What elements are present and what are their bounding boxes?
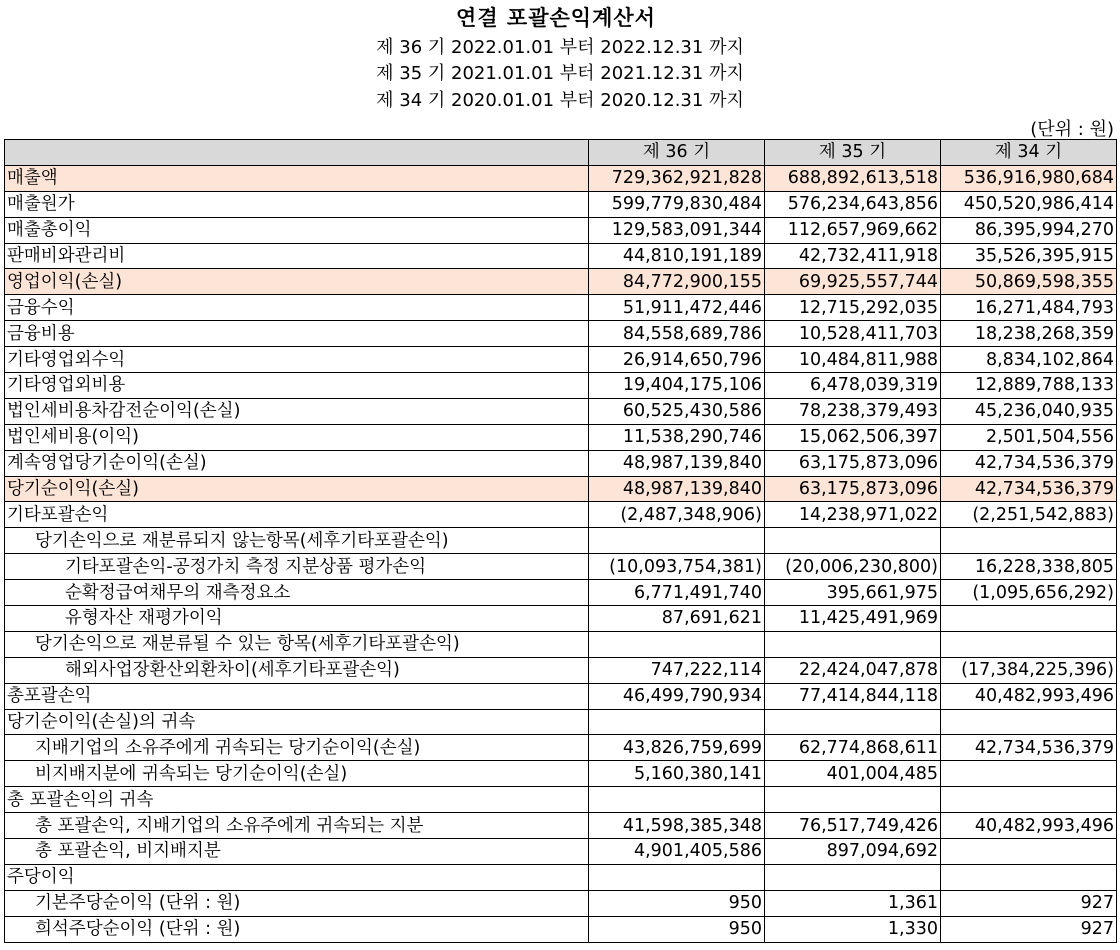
row-value: 62,774,868,611 [765,735,941,761]
row-value: 950 [589,916,765,942]
row-value: 6,771,491,740 [589,580,765,606]
row-value: 16,228,338,805 [941,554,1117,580]
row-value: 599,779,830,484 [589,191,765,217]
row-value: 15,062,506,397 [765,424,941,450]
row-value [941,709,1117,735]
table-row [5,890,1117,916]
row-value: 927 [941,916,1117,942]
row-label: 기타포괄손익-공정가치 측정 지분상품 평가손익 [5,554,589,580]
table-row [5,580,1117,606]
row-value [941,631,1117,657]
table-row [5,606,1117,632]
table-row [5,813,1117,839]
row-value [941,761,1117,787]
row-value [589,528,765,554]
row-value: 84,772,900,155 [589,269,765,295]
row-value: 45,236,040,935 [941,398,1117,424]
table-row [5,761,1117,787]
table-row [5,864,1117,890]
row-value: 576,234,643,856 [765,191,941,217]
row-value [765,709,941,735]
row-value [765,528,941,554]
row-label: 매출액 [5,165,589,191]
column-header-period-34: 제 34 기 [941,140,1117,166]
row-value: 11,425,491,969 [765,606,941,632]
table-row [5,839,1117,865]
row-value: 63,175,873,096 [765,450,941,476]
row-value: 42,734,536,379 [941,476,1117,502]
row-label: 총 포괄손익, 지배기업의 소유주에게 귀속되는 지분 [5,813,589,839]
row-label: 금융수익 [5,295,589,321]
row-value: 11,538,290,746 [589,424,765,450]
row-value: 395,661,975 [765,580,941,606]
row-value [941,839,1117,865]
row-value: 8,834,102,864 [941,347,1117,373]
row-value: 48,987,139,840 [589,476,765,502]
row-value: 46,499,790,934 [589,683,765,709]
row-value: 12,889,788,133 [941,373,1117,399]
row-label: 매출원가 [5,191,589,217]
column-header-account [5,140,589,166]
row-value: 401,004,485 [765,761,941,787]
row-label: 계속영업당기순이익(손실) [5,450,589,476]
row-value [765,787,941,813]
header-row [5,140,1117,166]
row-value [589,864,765,890]
row-value: 77,414,844,118 [765,683,941,709]
row-value: 22,424,047,878 [765,657,941,683]
row-value: 44,810,191,189 [589,243,765,269]
row-value [941,606,1117,632]
row-value: 450,520,986,414 [941,191,1117,217]
row-label: 총포괄손익 [5,683,589,709]
row-label: 당기순이익(손실)의 귀속 [5,709,589,735]
row-value: (10,093,754,381) [589,554,765,580]
table-row [5,554,1117,580]
row-value: (2,251,542,883) [941,502,1117,528]
table-row [5,321,1117,347]
table-row [5,373,1117,399]
row-value: 6,478,039,319 [765,373,941,399]
row-label: 비지배지분에 귀속되는 당기순이익(손실) [5,761,589,787]
table-row [5,295,1117,321]
row-value: 42,734,536,379 [941,450,1117,476]
row-value: 87,691,621 [589,606,765,632]
table-body [5,165,1117,942]
table-row [5,424,1117,450]
row-value [765,631,941,657]
table-row [5,916,1117,942]
period-line: 제 34 기 2020.01.01 부터 2020.12.31 까지 [376,90,744,111]
table-row [5,165,1117,191]
row-value: 12,715,292,035 [765,295,941,321]
row-value: 5,160,380,141 [589,761,765,787]
table-row [5,476,1117,502]
row-value [589,709,765,735]
row-value: 729,362,921,828 [589,165,765,191]
row-value: 112,657,969,662 [765,217,941,243]
row-label: 희석주당순이익 (단위 : 원) [5,916,589,942]
table-row [5,191,1117,217]
row-value: 40,482,993,496 [941,683,1117,709]
table-row [5,709,1117,735]
row-label: 주당이익 [5,864,589,890]
row-value: 10,528,411,703 [765,321,941,347]
row-value: 84,558,689,786 [589,321,765,347]
row-label: 당기손익으로 재분류되지 않는항목(세후기타포괄손익) [5,528,589,554]
row-value: (20,006,230,800) [765,554,941,580]
table-row [5,217,1117,243]
row-value: 41,598,385,348 [589,813,765,839]
row-value: (2,487,348,906) [589,502,765,528]
row-value: 2,501,504,556 [941,424,1117,450]
row-value: 4,901,405,586 [589,839,765,865]
row-value: 48,987,139,840 [589,450,765,476]
row-value: 60,525,430,586 [589,398,765,424]
row-value [765,864,941,890]
row-value: 42,734,536,379 [941,735,1117,761]
column-header-period-36: 제 36 기 [589,140,765,166]
row-value: 35,526,395,915 [941,243,1117,269]
period-line: 제 35 기 2021.01.01 부터 2021.12.31 까지 [376,63,744,84]
row-value: 14,238,971,022 [765,502,941,528]
row-value: 26,914,650,796 [589,347,765,373]
row-value: (17,384,225,396) [941,657,1117,683]
row-value: 10,484,811,988 [765,347,941,373]
table-row [5,787,1117,813]
row-value [589,631,765,657]
table-row [5,243,1117,269]
row-label: 총 포괄손익, 비지배지분 [5,839,589,865]
table-row [5,735,1117,761]
row-value: 536,916,980,684 [941,165,1117,191]
unit-label: (단위 : 원) [1030,119,1114,140]
row-value: 747,222,114 [589,657,765,683]
row-label: 당기손익으로 재분류될 수 있는 항목(세후기타포괄손익) [5,631,589,657]
table-row [5,502,1117,528]
row-value: 51,911,472,446 [589,295,765,321]
period-line: 제 36 기 2022.01.01 부터 2022.12.31 까지 [376,37,744,58]
row-value: 950 [589,890,765,916]
row-label: 영업이익(손실) [5,269,589,295]
row-label: 금융비용 [5,321,589,347]
row-label: 법인세비용차감전순이익(손실) [5,398,589,424]
row-value: 897,094,692 [765,839,941,865]
row-label: 당기순이익(손실) [5,476,589,502]
row-value [941,864,1117,890]
table-row [5,450,1117,476]
row-value: 43,826,759,699 [589,735,765,761]
column-header-period-35: 제 35 기 [765,140,941,166]
row-value: 50,869,598,355 [941,269,1117,295]
row-value: 86,395,994,270 [941,217,1117,243]
row-value: 129,583,091,344 [589,217,765,243]
table-row [5,528,1117,554]
row-label: 기타영업외비용 [5,373,589,399]
row-label: 해외사업장환산외환차이(세후기타포괄손익) [5,657,589,683]
row-value: (1,095,656,292) [941,580,1117,606]
income-statement-table [4,139,1117,943]
row-label: 유형자산 재평가이익 [5,606,589,632]
table-row [5,657,1117,683]
row-value: 40,482,993,496 [941,813,1117,839]
table-row [5,683,1117,709]
row-value: 63,175,873,096 [765,476,941,502]
row-label: 판매비와관리비 [5,243,589,269]
table-row [5,398,1117,424]
statement-title: 연결 포괄손익계산서 [456,6,656,30]
row-label: 지배기업의 소유주에게 귀속되는 당기순이익(손실) [5,735,589,761]
row-label: 기본주당순이익 (단위 : 원) [5,890,589,916]
row-value: 42,732,411,918 [765,243,941,269]
table-row [5,631,1117,657]
row-value [941,787,1117,813]
table-row [5,269,1117,295]
row-value: 688,892,613,518 [765,165,941,191]
row-value [589,787,765,813]
row-value: 78,238,379,493 [765,398,941,424]
row-label: 매출총이익 [5,217,589,243]
row-value: 16,271,484,793 [941,295,1117,321]
row-label: 기타포괄손익 [5,502,589,528]
row-label: 총 포괄손익의 귀속 [5,787,589,813]
row-value: 69,925,557,744 [765,269,941,295]
row-value: 19,404,175,106 [589,373,765,399]
table-row [5,347,1117,373]
row-label: 순확정급여채무의 재측정요소 [5,580,589,606]
row-value: 927 [941,890,1117,916]
row-value: 18,238,268,359 [941,321,1117,347]
row-label: 법인세비용(이익) [5,424,589,450]
row-label: 기타영업외수익 [5,347,589,373]
row-value: 76,517,749,426 [765,813,941,839]
row-value: 1,330 [765,916,941,942]
row-value: 1,361 [765,890,941,916]
row-value [941,528,1117,554]
